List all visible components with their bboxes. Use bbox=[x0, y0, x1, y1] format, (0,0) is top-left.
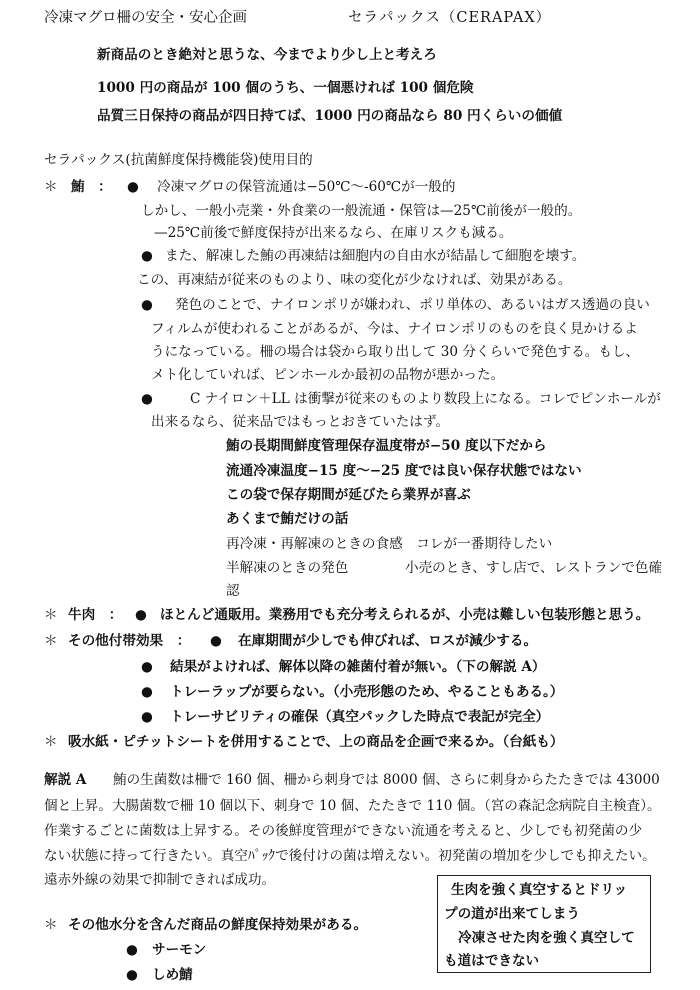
beef-marker: ＊ bbox=[44, 607, 58, 623]
tuna-b2-line-2: この、再凍結が従来のものより、味の変化が少なければ、効果がある。 bbox=[137, 272, 572, 288]
boxed-note bbox=[437, 875, 651, 973]
purpose-heading: セラパックス(抗菌鮮度保持機能袋)使用目的 bbox=[44, 152, 313, 168]
other-effects-label: その他付帯効果 ： bbox=[68, 633, 191, 649]
commentary-line-3: 作業するごとに菌数は上昇する。その後鮮度管理ができない流通を考えると、少しでも初発菌の少 bbox=[44, 823, 643, 839]
tuna-note-2: 半解凍のときの発色 bbox=[226, 560, 349, 576]
beef-body: ほとんど通販用。業務用でも充分考えられるが、小売は難しい包装形態と思う。 bbox=[160, 607, 650, 623]
commentary-line-1: 鮪の生菌数は柵で 160 個、柵から刺身では 8000 個、さらに刺身からたたきでは 43000 bbox=[113, 772, 660, 788]
tuna-note-4: 認 bbox=[226, 583, 240, 599]
commentary-line-4: ない状態に持って行きたい。真空ﾊﾟｯｸで後付けの菌は増えない。初発菌の増加を少しでも抑えたい。 bbox=[44, 848, 656, 864]
other-effects-item-3: トレーサビリティの確保（真空パックした時点で表記が完全） bbox=[170, 709, 550, 725]
intro-line-2: 1000 円の商品が 100 個のうち、一個悪ければ 100 個危険 bbox=[97, 80, 474, 96]
absorbent-marker: ＊ bbox=[44, 734, 58, 750]
moisture-marker: ＊ bbox=[44, 917, 58, 933]
boxed-note-line-4: も道はできない bbox=[444, 953, 540, 969]
tuna-b1-line-3: —25℃前後で鮮度保持が出来るなら、在庫リスクも減る。 bbox=[154, 225, 513, 241]
tuna-bold-note-4: あくまで鮪だけの話 bbox=[226, 511, 349, 527]
product-name: セラパックス（CERAPAX） bbox=[348, 10, 552, 26]
other-effects-marker: ＊ bbox=[44, 633, 58, 649]
bullet-icon: ● bbox=[141, 248, 153, 264]
moisture-item-mackerel: しめ鯖 bbox=[152, 967, 193, 983]
bullet-icon: ● bbox=[126, 942, 138, 958]
tuna-marker: ＊ bbox=[44, 179, 58, 195]
tuna-b3-line-2: フィルムが使われることがあるが、今は、ナイロンポリのものを良く見かけるよ bbox=[151, 321, 638, 337]
absorbent-text: 吸水紙・ピチットシートを併用することで、上の商品を企画で来るか。（台紙も） bbox=[68, 734, 564, 750]
bullet-icon: ● bbox=[135, 607, 147, 623]
tuna-b3-line-3: うになっている。柵の場合は袋から取り出して 30 分くらいで発色する。もし、 bbox=[151, 344, 640, 360]
boxed-note-line-1: 生肉を強く真空するとドリッ bbox=[451, 882, 628, 898]
commentary-line-2: 個と上昇。大腸菌数で柵 10 個以下、刺身で 10 個、たたきで 110 個。（宮の森記念病院自主検査）。 bbox=[44, 798, 661, 814]
tuna-label: 鮪 ： bbox=[71, 179, 112, 195]
bullet-icon: ● bbox=[141, 297, 153, 313]
moisture-text: その他水分を含んだ商品の鮮度保持効果がある。 bbox=[68, 917, 368, 933]
tuna-b2-line-1: また、解凍した鮪の再凍結は細胞内の自由水が結晶して細胞を壊す。 bbox=[165, 248, 586, 264]
other-effects-item-1: 結果がよければ、解体以降の雑菌付着が無い。（下の解説 A） bbox=[170, 659, 546, 675]
bullet-icon: ● bbox=[141, 684, 153, 700]
bullet-icon: ● bbox=[141, 659, 153, 675]
tuna-bold-note-3: この袋で保存期間が延びたら業界が喜ぶ bbox=[226, 487, 471, 503]
other-effects-first: 在庫期間が少しでも伸びれば、ロスが減少する。 bbox=[238, 633, 538, 649]
intro-line-3: 品質三日保持の商品が四日持てば、1000 円の商品なら 80 円くらいの価値 bbox=[97, 108, 563, 124]
tuna-bold-note-1: 鮪の長期間鮮度管理保存温度帯が−50 度以下だから bbox=[226, 438, 547, 454]
bullet-icon: ● bbox=[141, 391, 153, 407]
document-title: 冷凍マグロ柵の安全・安心企画 bbox=[44, 10, 247, 26]
intro-line-1: 新商品のとき絶対と思うな、今までより少し上と考えろ bbox=[97, 47, 437, 63]
commentary-label: 解説 A bbox=[44, 772, 87, 788]
tuna-bold-note-2: 流通冷凍温度−15 度〜−25 度では良い保存状態ではない bbox=[226, 463, 582, 479]
bullet-icon: ● bbox=[127, 179, 139, 195]
tuna-b3-line-4: メト化していれば、ピンホールか最初の品物が悪かった。 bbox=[151, 367, 505, 383]
boxed-note-line-3: 冷凍させた肉を強く真空して bbox=[458, 930, 635, 946]
tuna-b3-line-1: 発色のことで、ナイロンポリが嫌われ、ポリ単体の、あるいはガス透過の良い bbox=[175, 297, 650, 313]
tuna-note-1: 再冷凍・再解凍のときの食感 コレが一番期待したい bbox=[226, 536, 553, 552]
bullet-icon: ● bbox=[126, 967, 138, 983]
commentary-line-5: 遠赤外線の効果で抑制できれば成功。 bbox=[44, 872, 276, 888]
tuna-b1-line-1: 冷凍マグロの保管流通は−50℃〜-60℃が一般的 bbox=[157, 179, 456, 195]
beef-label: 牛肉 ： bbox=[68, 607, 123, 623]
bullet-icon: ● bbox=[210, 633, 222, 649]
tuna-b1-line-2: しかし、一般小売業・外食業の一般流通・保管は—25℃前後が一般的。 bbox=[141, 203, 582, 219]
bullet-icon: ● bbox=[141, 709, 153, 725]
boxed-note-line-2: プの道が出来てしまう bbox=[444, 906, 580, 922]
tuna-b4-line-1: C ナイロン＋LL は衝撃が従来のものより数段上になる。コレでピンホールが bbox=[190, 391, 661, 407]
moisture-item-salmon: サーモン bbox=[152, 942, 207, 958]
tuna-note-3: 小売のとき、すし店で、レストランで色確 bbox=[405, 560, 663, 576]
tuna-b4-line-2: 出来るなら、従来品ではもっとおきていたはず。 bbox=[151, 414, 449, 430]
other-effects-item-2: トレーラップが要らない。（小売形態のため、やることもある。） bbox=[170, 684, 564, 700]
